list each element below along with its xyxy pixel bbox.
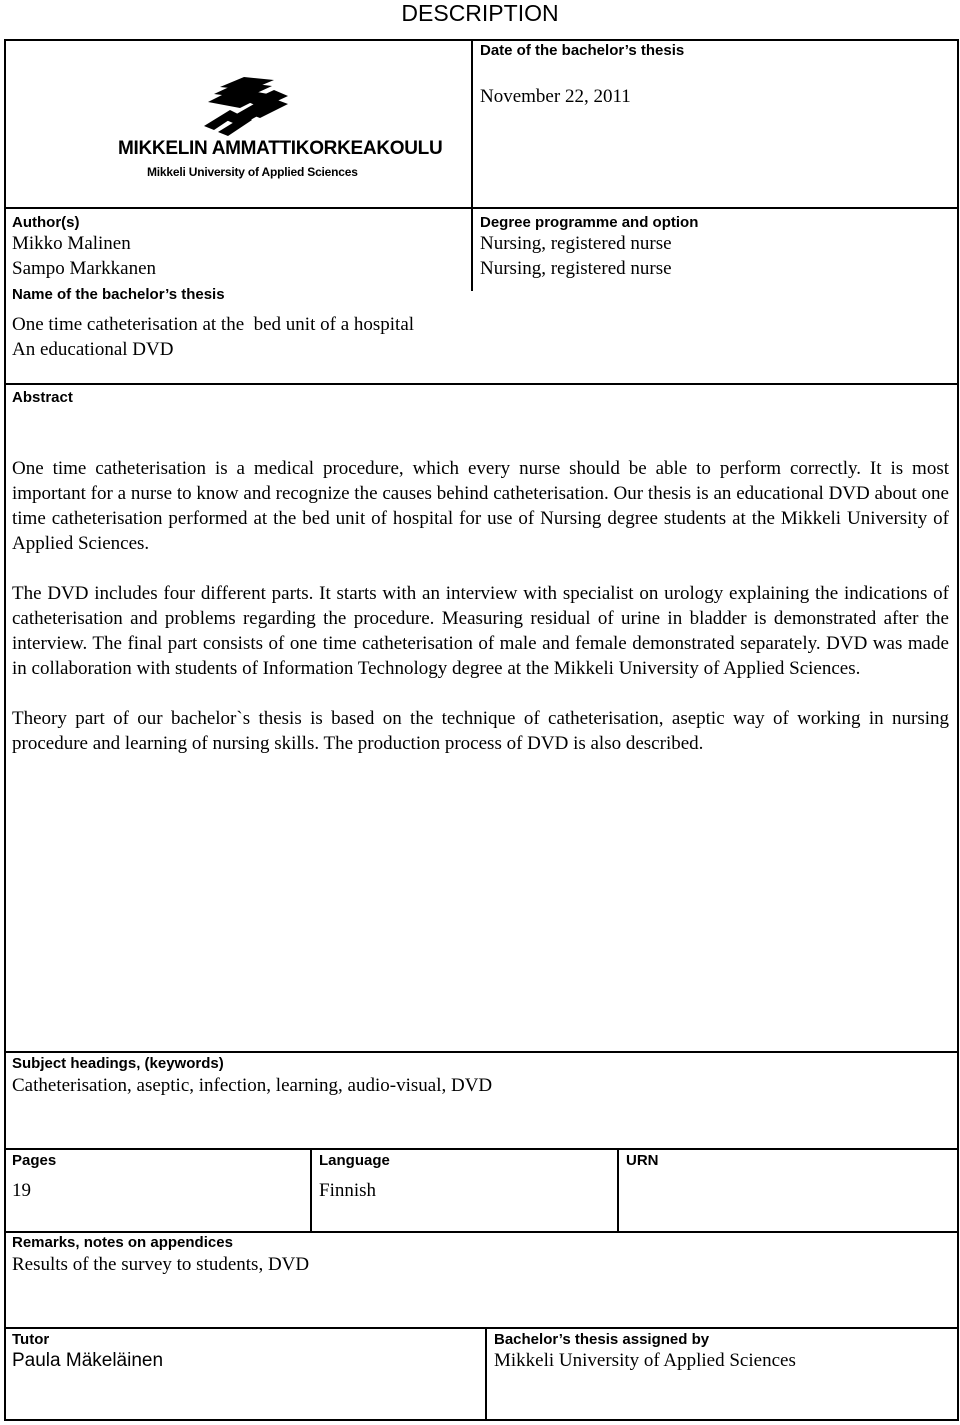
tutor-value: Paula Mäkeläinen [12,1350,164,1371]
thesis-name-label: Name of the bachelor’s thesis [12,286,225,303]
date-label: Date of the bachelor’s thesis [480,42,685,59]
degree-value: Nursing, registered nurse [480,258,672,279]
pages-value: 19 [12,1180,31,1201]
page-title: DESCRIPTION [401,0,559,26]
degree-label: Degree programme and option [480,214,699,231]
header-column-divider [471,39,473,291]
pages-language-divider [310,1148,312,1233]
abstract-paragraph: One time catheterisation is a medical procedure, which every nurse should be able to perform correctly. It is most important for a nurse to know and recognize the causes behind catheterisation. Our thesis is an educational DVD about one time catheterisation performed at the bed unit of hospital for use of Nursing degree students at the Mikkeli University of Applied Sciences. [12,458,949,554]
pages-language-urn-box [4,1148,959,1233]
assigned-by-value: Mikkeli University of Applied Sciences [494,1350,796,1371]
abstract-label: Abstract [12,389,73,406]
assigned-by-label: Bachelor’s thesis assigned by [494,1331,710,1348]
degree-value: Nursing, registered nurse [480,233,672,254]
remarks-value: Results of the survey to students, DVD [12,1254,310,1275]
logo-name: MIKKELIN AMMATTIKORKEAKOULU [118,138,443,159]
author-name: Mikko Malinen [12,233,131,254]
abstract-paragraph: The DVD includes four different parts. It starts with an interview with specialist on urology explaining the indications of catheterisation and problems regarding the procedure. Measuring residual of urine in bladder is demonstrated after the interview. The final part consists of one time catheterisation of male and female demonstrated separately. DVD was made in collaboration with students of Information Technology degree at the Mikkeli University of Applied Sciences. [12,583,949,679]
logo-subname: Mikkeli University of Applied Sciences [147,165,358,179]
language-value: Finnish [319,1180,377,1201]
keywords-label: Subject headings, (keywords) [12,1055,224,1072]
tutor-label: Tutor [12,1331,50,1348]
date-value: November 22, 2011 [480,86,631,107]
tutor-assigned-divider [485,1327,487,1421]
authors-label: Author(s) [12,214,80,231]
abstract-paragraph: Theory part of our bachelor`s thesis is based on the technique of catheterisation, aseptic way of working in nursing procedure and learning of nursing skills. The production process of DVD is also described. [12,708,949,754]
urn-label: URN [626,1152,659,1169]
language-label: Language [319,1152,390,1169]
author-name: Sampo Markkanen [12,258,157,279]
university-logo [118,76,443,184]
thesis-title-line: One time catheterisation at the bed unit of a hospital [12,314,415,335]
keywords-value: Catheterisation, aseptic, infection, learning, audio-visual, DVD [12,1075,493,1096]
tutor-assigned-box [4,1327,959,1421]
remarks-label: Remarks, notes on appendices [12,1234,233,1251]
header-row-divider [4,207,959,209]
logo-book-icon [118,76,358,138]
abstract-text [12,456,949,781]
thesis-title-line: An educational DVD [12,339,174,360]
language-urn-divider [617,1148,619,1233]
pages-label: Pages [12,1152,57,1169]
